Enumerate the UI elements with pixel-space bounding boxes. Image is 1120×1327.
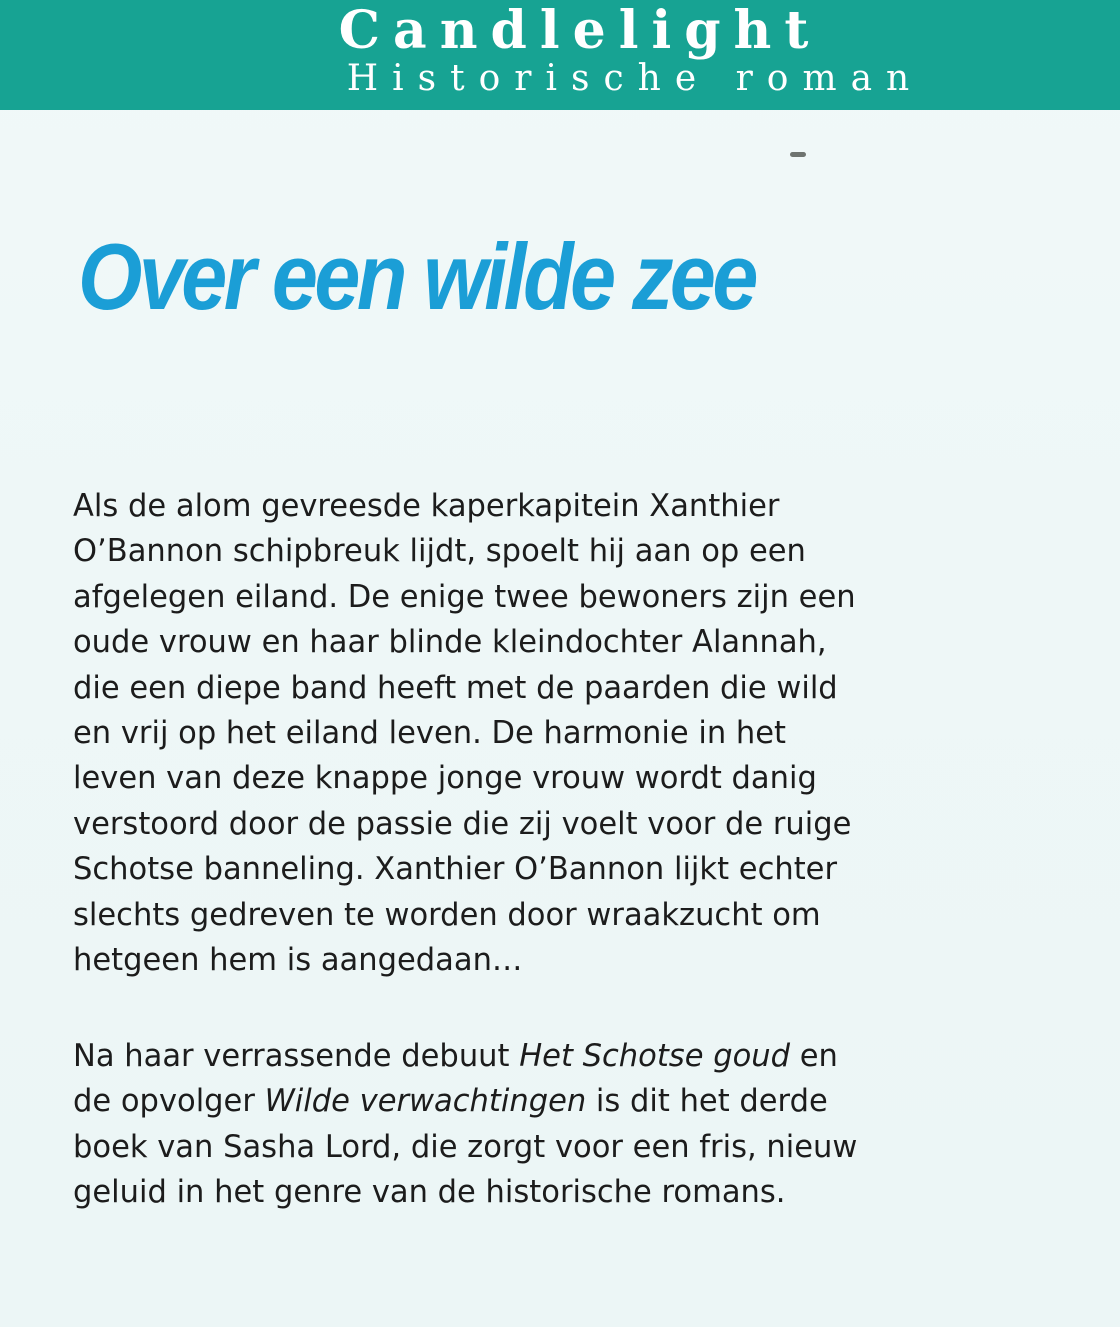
blurb-line bbox=[73, 1034, 1019, 1079]
blurb-line: die een diepe band heeft met de paarden die wild bbox=[73, 669, 838, 706]
blurb-line: geluid in het genre van de historische romans. bbox=[73, 1174, 786, 1211]
previous-book-title: Wilde verwachtingen bbox=[264, 1083, 587, 1120]
blurb-text: de opvolger bbox=[73, 1083, 265, 1120]
blurb-line: Als de alom gevreesde kaperkapitein Xanthier bbox=[73, 488, 780, 524]
blurb-text: Na haar verrassende debuut bbox=[73, 1038, 520, 1074]
blurb-line bbox=[73, 1079, 1019, 1124]
blurb-paragraph-2 bbox=[73, 1034, 1033, 1216]
book-title: Over een wilde zee bbox=[78, 224, 755, 329]
blurb-line: boek van Sasha Lord, die zorgt voor een fris, nieuw bbox=[73, 1128, 858, 1165]
blurb-line: oude vrouw en haar blinde kleindochter Alannah, bbox=[73, 624, 827, 661]
series-subtitle: Historische roman bbox=[346, 58, 924, 99]
previous-book-title: Het Schotse goud bbox=[519, 1038, 791, 1074]
blurb-line: verstoord door de passie die zij voelt voor de ruige bbox=[73, 805, 852, 842]
header-band bbox=[0, 0, 1120, 110]
blurb-paragraph-1 bbox=[73, 484, 1033, 983]
blurb-line: en vrij op het eiland leven. De harmonie in het bbox=[73, 715, 787, 752]
blurb-line: Schotse banneling. Xanthier O’Bannon lijkt echter bbox=[73, 851, 838, 888]
blurb-line: leven van deze knappe jonge vrouw wordt danig bbox=[73, 760, 817, 797]
series-name: Candlelight bbox=[338, 0, 822, 61]
blurb-line: hetgeen hem is aangedaan… bbox=[73, 942, 523, 979]
blurb-text: en bbox=[790, 1038, 838, 1074]
print-speck bbox=[790, 152, 806, 157]
blurb-line: slechts gedreven te worden door wraakzucht om bbox=[73, 896, 821, 933]
blurb-text: is dit het derde bbox=[586, 1083, 828, 1120]
blurb-line: afgelegen eiland. De enige twee bewoners zijn een bbox=[73, 578, 856, 615]
blurb-line: O’Bannon schipbreuk lijdt, spoelt hij aan op een bbox=[73, 533, 806, 570]
